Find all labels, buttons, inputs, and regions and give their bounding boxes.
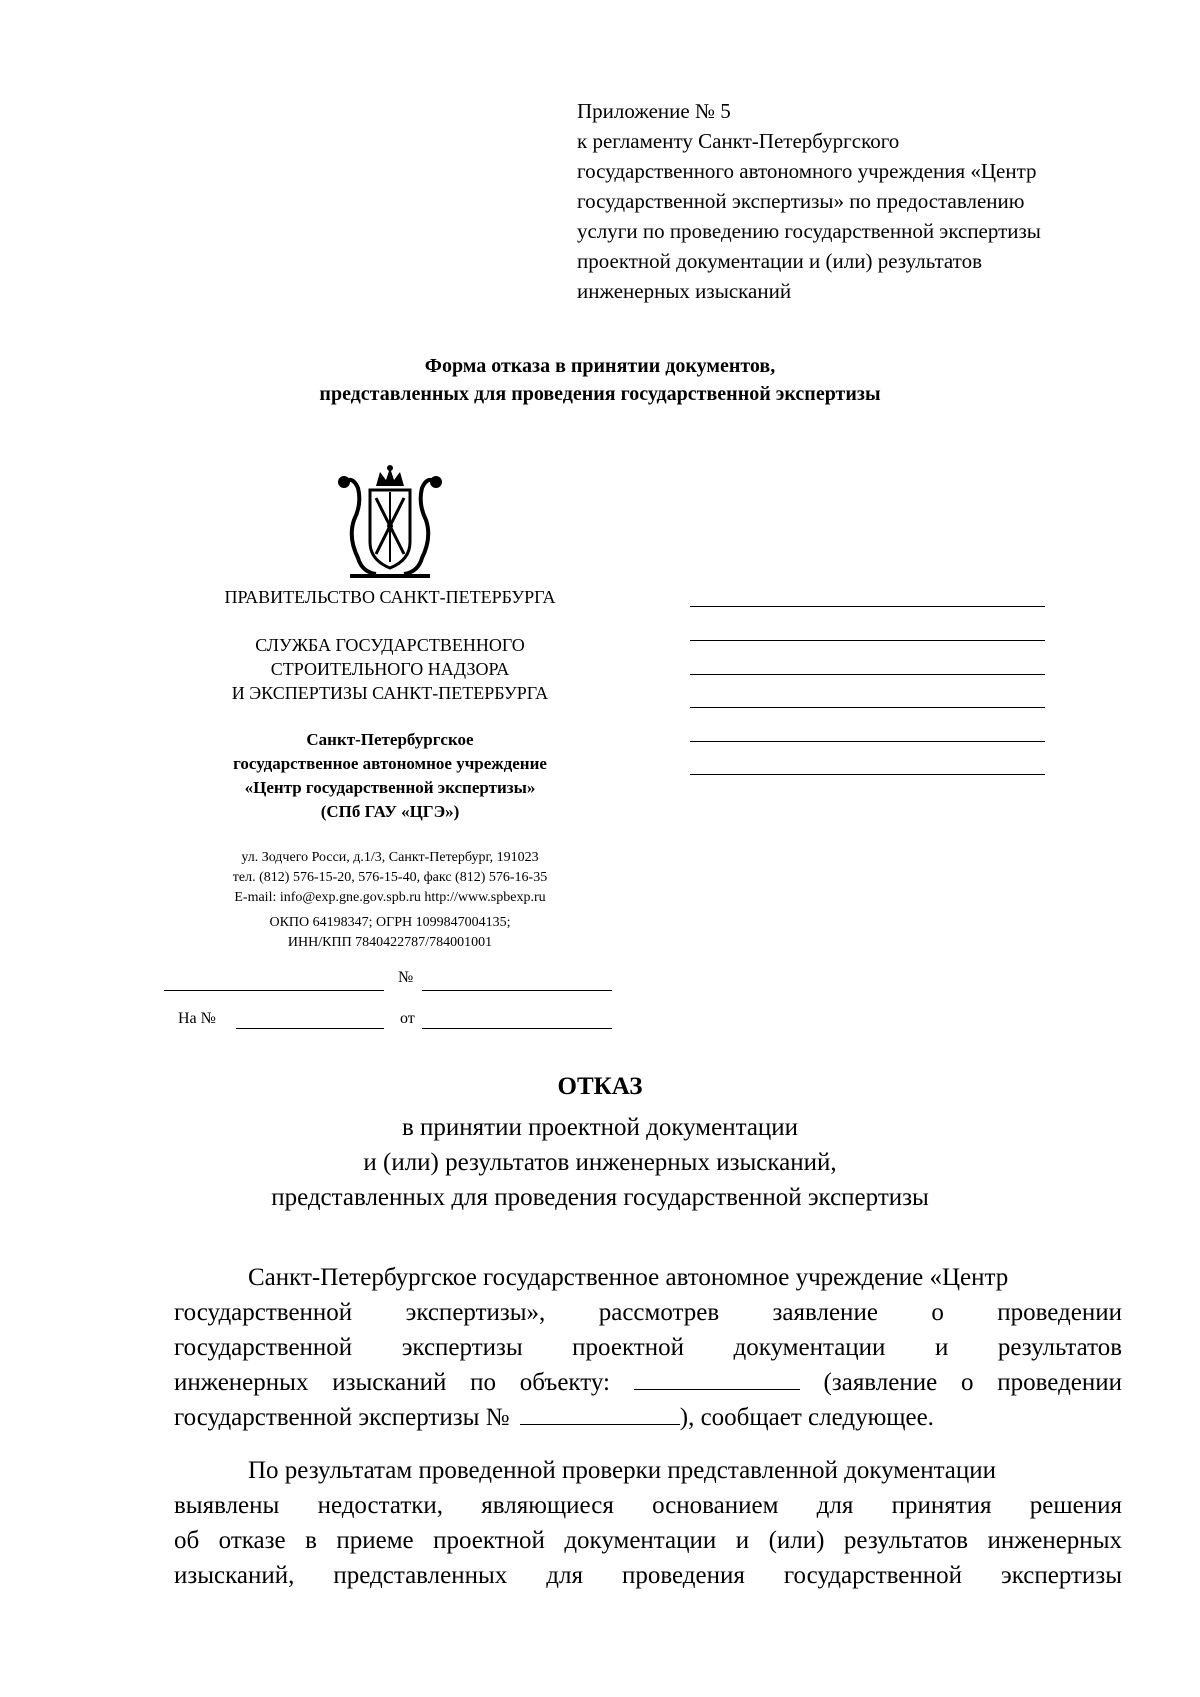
paragraph-line: об отказе в приеме проектной документации и (или) результатов инженерных [174, 1527, 1122, 1554]
institution-name-line: «Центр государственной экспертизы» [244, 778, 536, 797]
paragraph-1 [174, 1260, 1122, 1435]
codes-line: ОКПО 64198347; ОГРН 1099847004135; [269, 915, 511, 930]
address-line: тел. (812) 576-15-20, 576-15-40, факс (812) 576-16-35 [232, 870, 548, 885]
address-line: E-mail: info@exp.gne.gov.spb.ru http://www.spbexp.ru [234, 890, 546, 905]
paragraph-line: Санкт-Петербургское государственное автономное учреждение «Центр [248, 1264, 1009, 1291]
reg-no-line[interactable] [422, 990, 612, 991]
na-no-line[interactable] [236, 1028, 384, 1029]
service-name [180, 633, 600, 705]
institution-name-line: Санкт-Петербургское [306, 730, 474, 749]
appendix-line: инженерных изысканий [577, 279, 792, 303]
reg-no-label: № [398, 969, 414, 986]
paragraph-line: государственной экспертизы проектной документации и результатов [174, 1334, 1122, 1361]
document-subtitle [0, 1110, 1200, 1215]
paragraph-line: выявлены недостатки, являющиеся основанием для принятия решения [174, 1492, 1122, 1519]
document-subtitle-line: представленных для проведения государственной экспертизы [271, 1184, 929, 1211]
document-subtitle-line: и (или) результатов инженерных изысканий, [363, 1149, 837, 1176]
government-name: ПРАВИТЕЛЬСТВО САНКТ-ПЕТЕРБУРГА [224, 587, 556, 607]
document-title: ОТКАЗ [557, 1073, 643, 1100]
codes-line: ИНН/КПП 7840422787/784001001 [287, 935, 493, 950]
paragraph-text: государственной экспертизы № [174, 1404, 510, 1431]
address-line: ул. Зодчего Росси, д.1/3, Санкт-Петербург, 191023 [241, 850, 539, 865]
paragraph-text: (заявление о проведении [823, 1369, 1123, 1396]
addressee-line[interactable] [690, 774, 1045, 775]
service-name-line: СЛУЖБА ГОСУДАРСТВЕННОГО [255, 635, 525, 655]
na-no-label: На № [178, 1010, 216, 1027]
coat-of-arms-icon [336, 464, 444, 584]
address-block [180, 848, 600, 908]
institution-name [180, 728, 600, 824]
paragraph-line [174, 1365, 1122, 1400]
institution-name-line: государственное автономное учреждение [233, 754, 547, 773]
ot-label: от [400, 1010, 415, 1027]
paragraph-line: изысканий, представленных для проведения государственной экспертизы [174, 1562, 1122, 1589]
paragraph-line: По результатам проведенной проверки представленной документации [248, 1457, 997, 1484]
addressee-line[interactable] [690, 606, 1045, 607]
service-name-line: СТРОИТЕЛЬНОГО НАДЗОРА [270, 659, 510, 679]
paragraph-text: инженерных изысканий по объекту: [174, 1369, 610, 1396]
paragraph-text: ), сообщает следующее. [679, 1404, 934, 1431]
paragraph-line [174, 1400, 1122, 1435]
appendix-line: государственной экспертизы» по предоставлению [577, 189, 1025, 213]
appendix-line: к регламенту Санкт-Петербургского [577, 129, 900, 153]
appendix-header [577, 96, 1137, 306]
appendix-line: Приложение № 5 [577, 99, 731, 123]
addressee-line[interactable] [690, 707, 1045, 708]
form-title [0, 352, 1200, 408]
addressee-line[interactable] [690, 741, 1045, 742]
service-name-line: И ЭКСПЕРТИЗЫ САНКТ-ПЕТЕРБУРГА [231, 683, 549, 703]
reg-date-line[interactable] [164, 990, 384, 991]
object-blank[interactable] [634, 1365, 800, 1390]
paragraph-line: государственной экспертизы», рассмотрев заявление о проведении [174, 1299, 1122, 1326]
codes-block [180, 913, 600, 953]
appendix-line: проектной документации и (или) результатов [577, 249, 982, 273]
addressee-line[interactable] [690, 640, 1045, 641]
application-number-blank[interactable] [520, 1400, 680, 1425]
document-subtitle-line: в принятии проектной документации [401, 1114, 799, 1141]
form-title-line: представленных для проведения государственной экспертизы [319, 383, 881, 405]
appendix-line: услуги по проведению государственной экспертизы [577, 219, 1041, 243]
appendix-line: государственного автономного учреждения «Центр [577, 159, 1037, 183]
institution-name-line: (СПб ГАУ «ЦГЭ») [320, 802, 460, 821]
form-title-line: Форма отказа в принятии документов, [424, 355, 776, 377]
ot-date-line[interactable] [422, 1028, 612, 1029]
addressee-line[interactable] [690, 674, 1045, 675]
paragraph-2 [174, 1453, 1122, 1593]
